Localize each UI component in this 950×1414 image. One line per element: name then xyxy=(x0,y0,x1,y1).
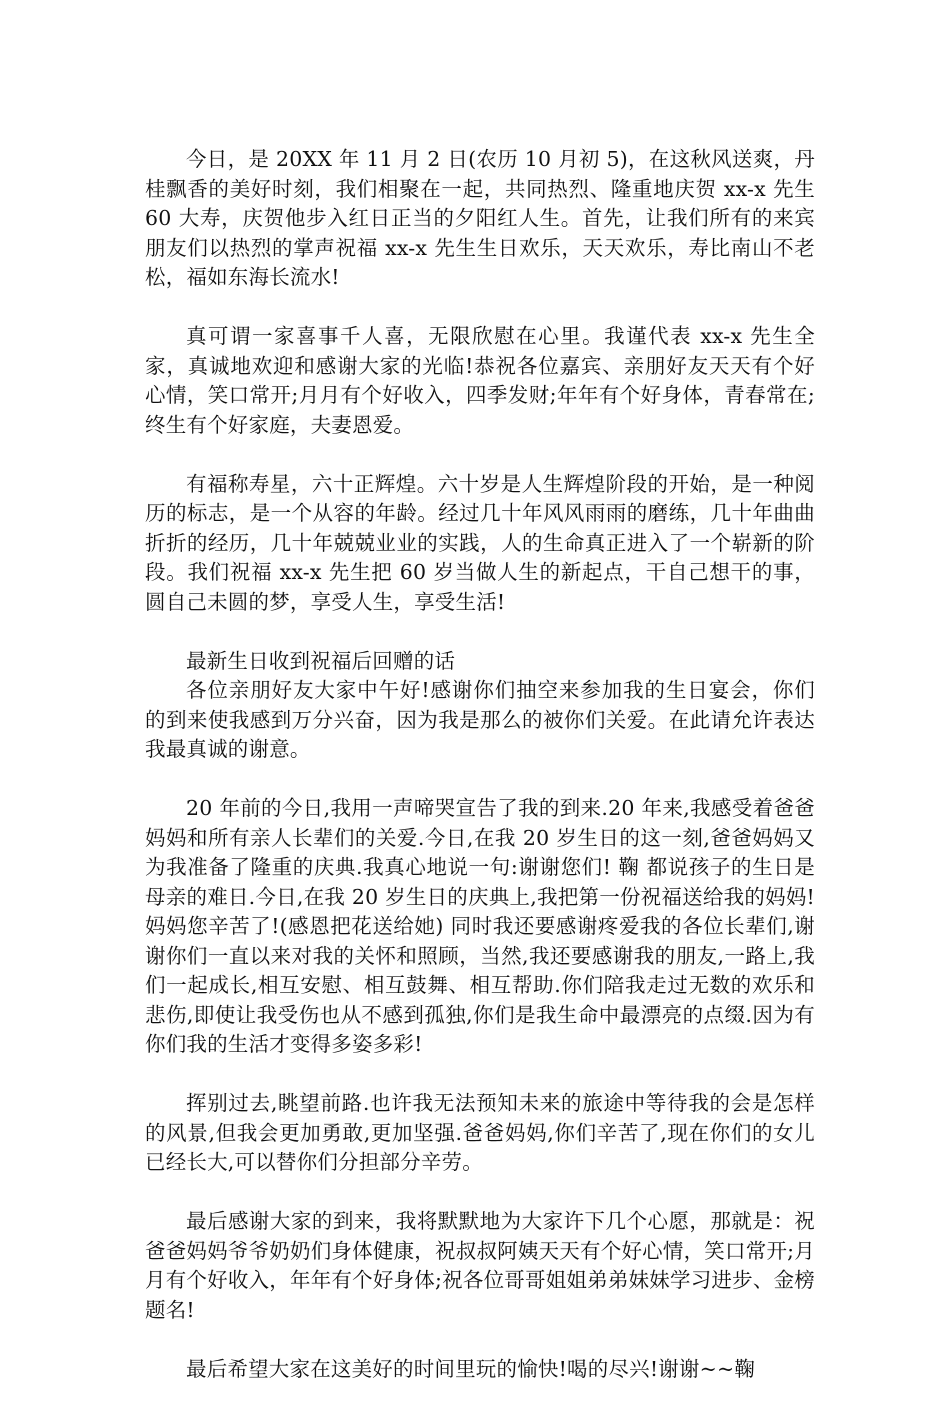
paragraph-sixty: 有福称寿星，六十正辉煌。六十岁是人生辉煌阶段的开始，是一种阅历的标志，是一个从容的年龄。经过几十年风风雨雨的磨练，几十年曲曲折折的经历，几十年兢兢业业的实践，人的生命真正进入了一个崭新的阶段。我们祝福 xx-x 先生把 60 岁当做人生的新起点，干自己想干的事，圆自己未圆的梦，享受人生，享受生活! xyxy=(145,471,815,614)
paragraph-farewell: 挥别过去,眺望前路.也许我无法预知未来的旅途中等待我的会是怎样的风景,但我会更加勇敢,更加坚强.爸爸妈妈,你们辛苦了,现在你们的女儿已经长大,可以替你们分担部分辛劳。 xyxy=(145,1091,815,1174)
paragraph-welcome: 真可谓一家喜事千人喜，无限欣慰在心里。我谨代表 xx-x 先生全家，真诚地欢迎和感谢大家的光临!恭祝各位嘉宾、亲朋好友天天有个好心情，笑口常开;月月有个好收入，四季发财;年年有个好身体，青春常在;终生有个好家庭，夫妻恩爱。 xyxy=(145,324,815,437)
paragraph-twenty-years: 20 年前的今日,我用一声啼哭宣告了我的到来.20 年来,我感受着爸爸妈妈和所有亲人长辈们的关爱.今日,在我 20 岁生日的这一刻,爸爸妈妈又为我准备了隆重的庆典.我真心地说一句:谢谢您们! 鞠 都说孩子的生日是母亲的难日.今日,在我 20 岁生日的庆典上,我把第一份祝福送给我的妈妈!妈妈您辛苦了!(感恩把花送给她) 同时我还要感谢疼爱我的各位长辈们,谢谢你们一直以来对我的关怀和照顾，当然,我还要感谢我的朋友,一路上,我们一起成长,相互安慰、相互鼓舞、相互帮助.你们陪我走过无数的欢乐和悲伤,即使让我受伤也从不感到孤独,你们是我生命中最漂亮的点缀.因为有你们我的生活才变得多姿多彩! xyxy=(145,796,815,1056)
paragraph-closing: 最后希望大家在这美好的时间里玩的愉快!喝的尽兴!谢谢~~鞠 xyxy=(186,1356,756,1381)
paragraph-opening: 今日，是 20XX 年 11 月 2 日(农历 10 月初 5)，在这秋风送爽，丹桂飘香的美好时刻，我们相聚在一起，共同热烈、隆重地庆贺 xx-x 先生 60 大寿，庆贺他步入红日正当的夕阳红人生。首先，让我们所有的来宾朋友们以热烈的掌声祝福 xx-x 先生生日欢乐，天天欢乐，寿比南山不老松，福如东海长流水! xyxy=(145,147,815,289)
paragraph-wishes: 最后感谢大家的到来，我将默默地为大家许下几个心愿，那就是：祝爸爸妈妈爷爷奶奶们身体健康，祝叔叔阿姨天天有个好心情，笑口常开;月月有个好收入，年年有个好身体;祝各位哥哥姐姐弟弟妹妹学习进步、金榜题名! xyxy=(145,1209,815,1322)
paragraph-thanks: 各位亲朋好友大家中午好!感谢你们抽空来参加我的生日宴会，你们的到来使我感到万分兴奋，因为我是那么的被你们关爱。在此请允许表达我最真诚的谢意。 xyxy=(145,678,815,761)
section-heading: 最新生日收到祝福后回赠的话 xyxy=(186,648,456,673)
document-page xyxy=(145,145,815,1414)
